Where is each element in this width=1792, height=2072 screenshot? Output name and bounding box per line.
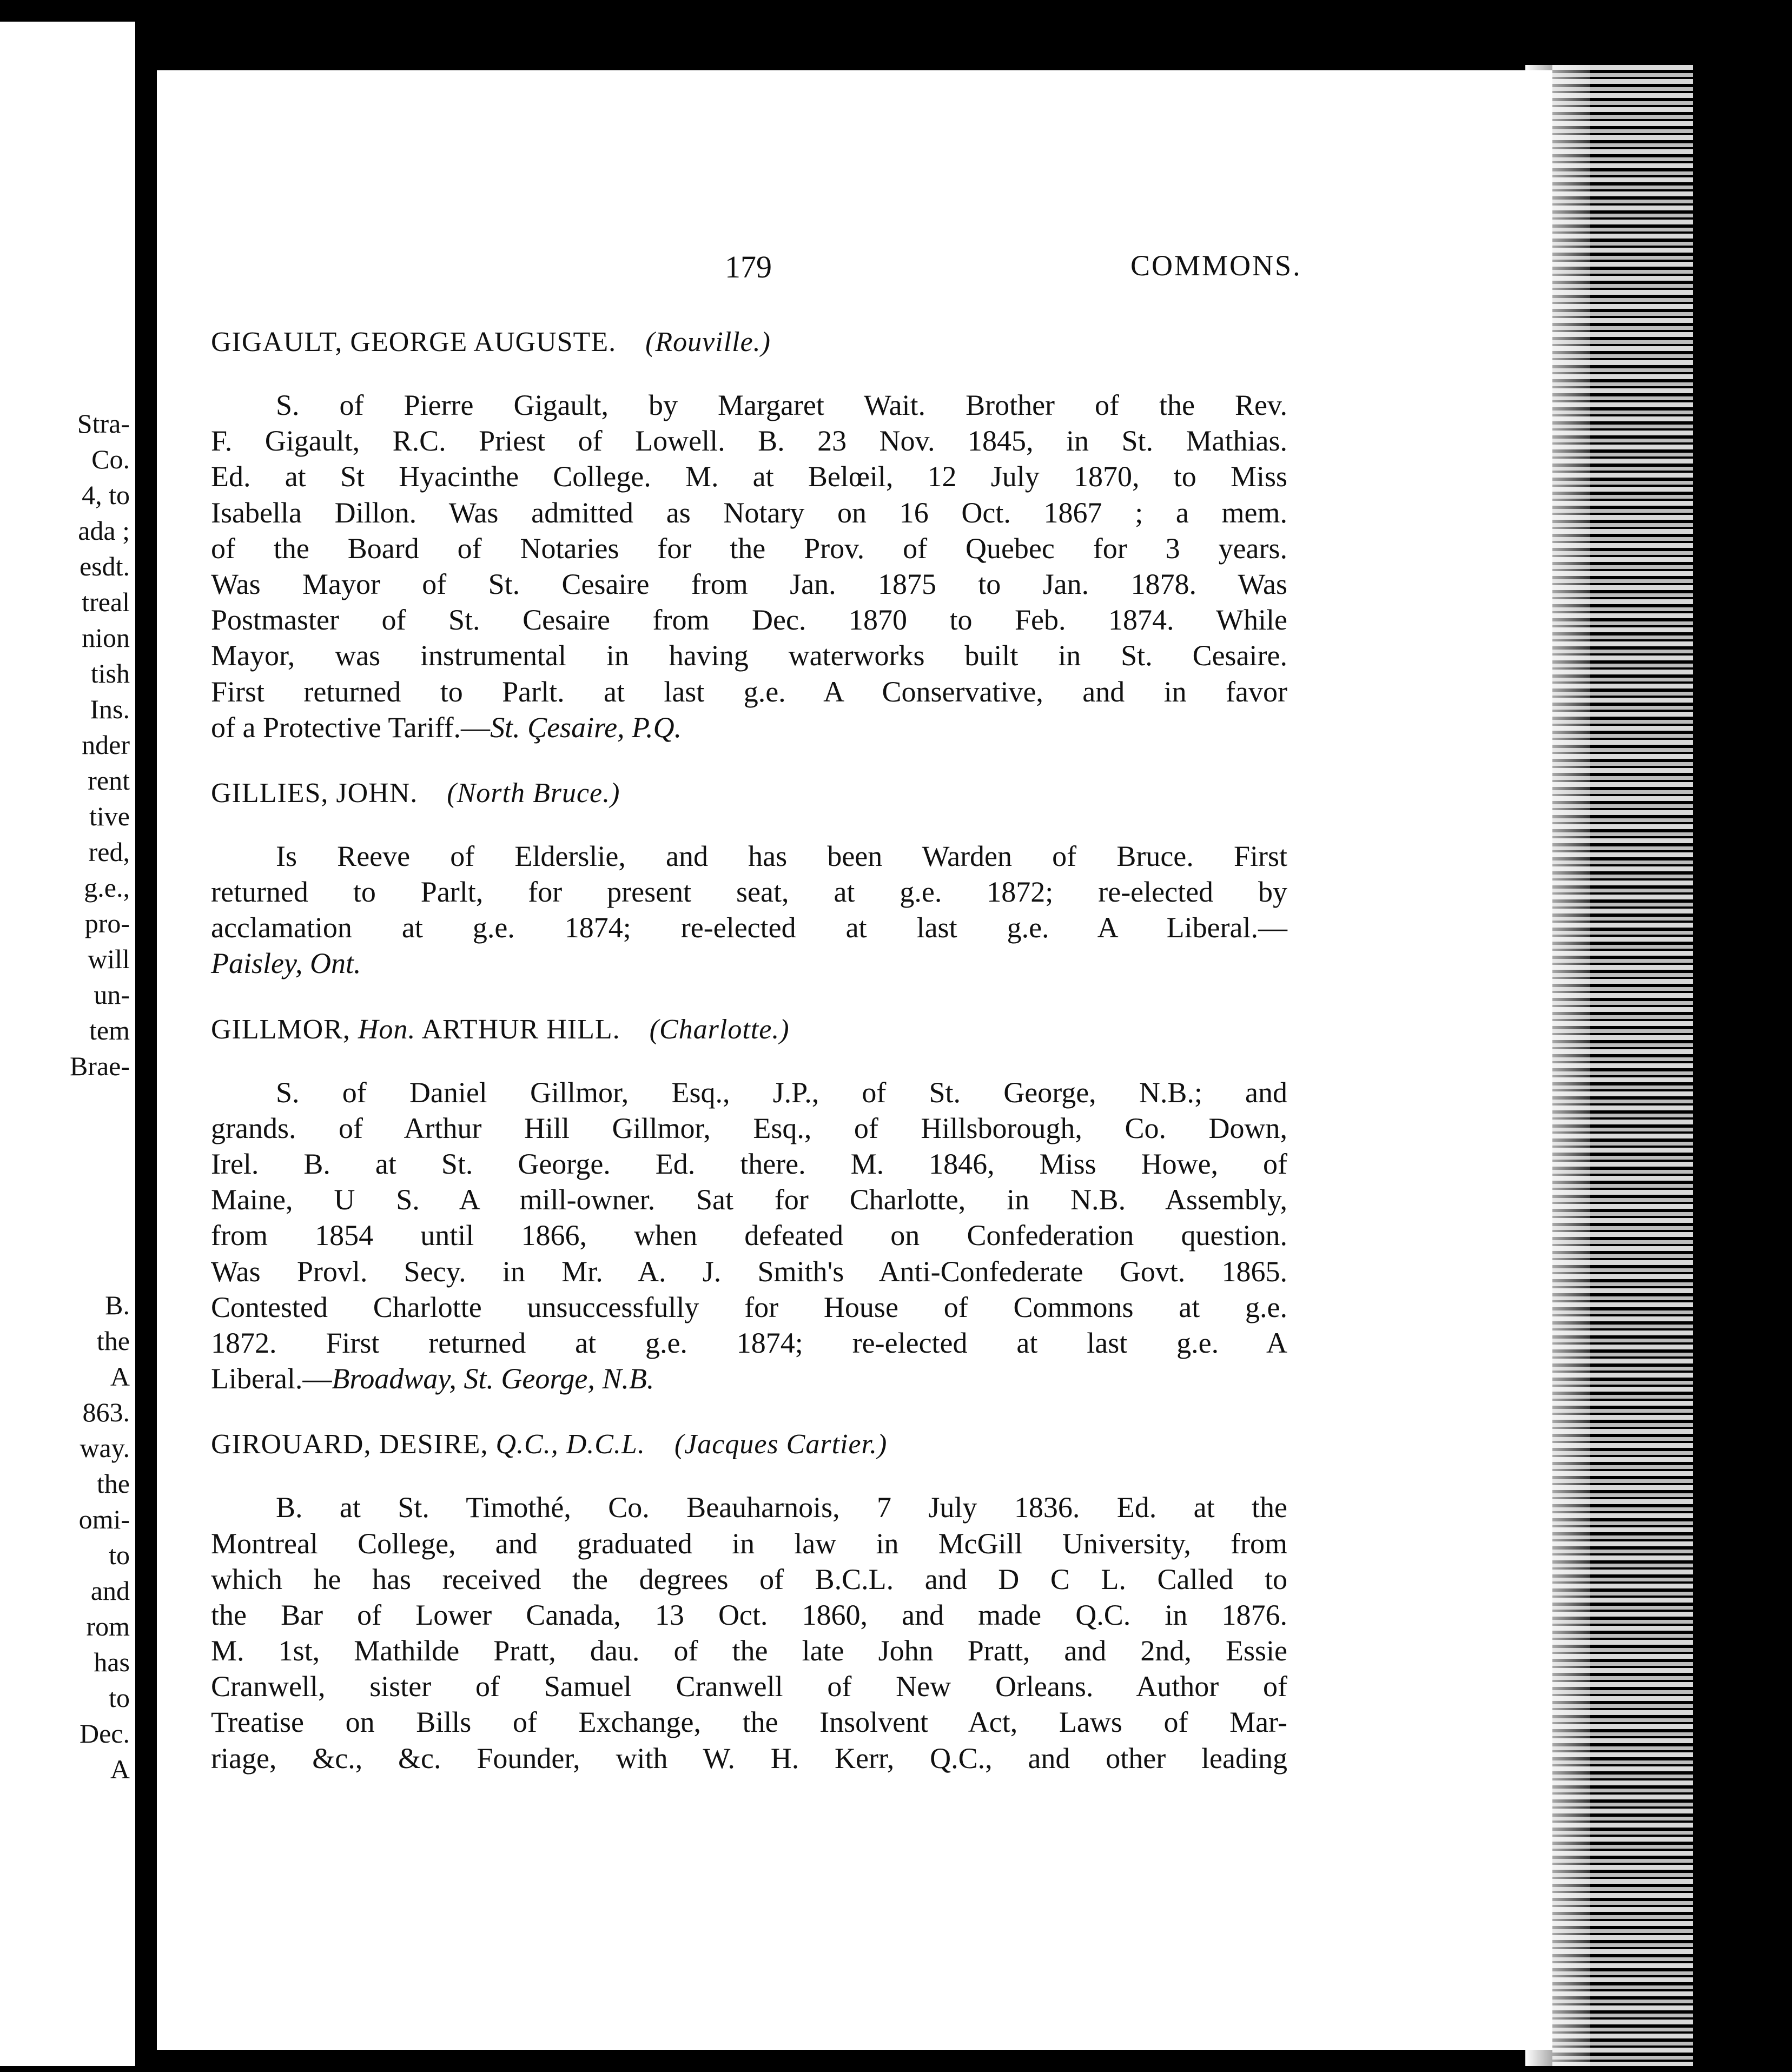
entry-gigault: [211, 325, 1287, 745]
entry-line: M. 1st, Mathilde Pratt, dau. of the late John Pratt, and 2nd, Essie: [211, 1634, 1287, 1667]
left-column-fragment: B.: [105, 1290, 130, 1320]
entry-line: 1872. First returned at g.e. 1874; re-elected at last g.e. A: [211, 1326, 1287, 1359]
entry-line: Mayor, was instrumental in having waterworks built in St. Cesaire.: [211, 639, 1287, 672]
left-column-fragment: Co.: [91, 444, 130, 474]
entry-name-rest: ARTHUR HILL.: [421, 1014, 620, 1045]
entry-line: Contested Charlotte unsuccessfully for House of Commons at g.e.: [211, 1290, 1287, 1323]
entry-line: Cranwell, sister of Samuel Cranwell of New Orleans. Author of: [211, 1670, 1287, 1703]
left-column-fragment: the: [96, 1326, 130, 1356]
left-column-fragment: will: [88, 944, 130, 974]
entry-line: B. at St. Timothé, Co. Beauharnois, 7 July 1836. Ed. at the: [276, 1491, 1287, 1524]
left-column-fragment: 4, to: [82, 480, 130, 510]
entry-honorific: Hon.: [358, 1014, 416, 1045]
entry-line: Was Mayor of St. Cesaire from Jan. 1875 to Jan. 1878. Was: [211, 567, 1287, 600]
entry-line-text: of a Protective Tariff.—: [211, 711, 491, 744]
entry-gillies: [211, 776, 1287, 982]
running-header: [211, 249, 1302, 292]
entry-heading: [211, 1427, 1287, 1462]
left-column-fragment: treal: [82, 587, 130, 617]
left-column-fragment: Stra-: [77, 408, 130, 439]
entry-line: Treatise on Bills of Exchange, the Insolvent Act, Laws of Mar-: [211, 1706, 1287, 1739]
entry-address: St. Çesaire, P.Q.: [490, 711, 682, 744]
left-column-fragment: has: [94, 1647, 130, 1677]
left-column-fragment: omi-: [78, 1504, 130, 1534]
entry-line: Montreal College, and graduated in law in McGill University, from: [211, 1527, 1287, 1560]
entry-heading: [211, 1012, 1287, 1048]
entry-line: Postmaster of St. Cesaire from Dec. 1870 to Feb. 1874. While: [211, 604, 1287, 637]
entry-heading: [211, 776, 1287, 811]
entry-credentials: Q.C., D.C.L.: [495, 1429, 645, 1460]
entry-line: the Bar of Lower Canada, 13 Oct. 1860, and made Q.C. in 1876.: [211, 1598, 1287, 1631]
left-column-fragment: pro-: [84, 908, 130, 938]
entry-line: acclamation at g.e. 1874; re-elected at last g.e. A Liberal.—: [211, 911, 1287, 944]
left-column-fragment: un-: [94, 979, 130, 1010]
entry-line: S. of Pierre Gigault, by Margaret Wait. Brother of the Rev.: [276, 389, 1287, 421]
entry-address: Broadway, St. George, N.B.: [332, 1362, 654, 1395]
entry-body: [211, 1075, 1287, 1397]
left-column-fragment: Dec.: [80, 1718, 130, 1749]
entry-name: GIGAULT, GEORGE AUGUSTE.: [211, 327, 617, 358]
entry-heading: [211, 325, 1287, 360]
page-edge-shadow: [1525, 65, 1590, 2066]
entry-line: returned to Parlt, for present seat, at g.e. 1872; re-elected by: [211, 876, 1287, 909]
entries: [211, 325, 1287, 1806]
entry-line-text: Liberal.—: [211, 1362, 332, 1395]
entry-line: from 1854 until 1866, when defeated on Confederation question.: [211, 1219, 1287, 1252]
entry-line: Ed. at St Hyacinthe College. M. at Belœil, 12 July 1870, to Miss: [211, 460, 1287, 493]
entry-constituency: (Rouville.): [645, 327, 771, 358]
left-column-fragment: rom: [86, 1611, 130, 1641]
left-column-fragment: nion: [82, 623, 130, 653]
left-column-fragment: g.e.,: [84, 872, 130, 903]
entry-body: [211, 838, 1287, 982]
left-column-fragment: Ins.: [90, 694, 130, 724]
entry-line: First returned to Parlt. at last g.e. A Conservative, and in favor: [211, 675, 1287, 708]
entry-line: Isabella Dillon. Was admitted as Notary on 16 Oct. 1867 ; a mem.: [211, 496, 1287, 529]
entry-line: Irel. B. at St. George. Ed. there. M. 1846, Miss Howe, of: [211, 1148, 1287, 1180]
left-column-fragment: to: [109, 1683, 130, 1713]
left-column-fragment: A: [110, 1361, 130, 1392]
left-column-fragment: and: [90, 1575, 130, 1606]
left-column-fragment: esdt.: [79, 551, 130, 581]
left-column-fragment: way.: [80, 1433, 130, 1463]
left-column-fragment: nder: [82, 730, 130, 760]
left-column-fragment: tive: [89, 801, 130, 831]
left-page-strip: [0, 22, 135, 2066]
entry-last-line: [211, 710, 1287, 745]
entry-line: F. Gigault, R.C. Priest of Lowell. B. 23 Nov. 1845, in St. Mathias.: [211, 425, 1287, 458]
entry-line: riage, &c., &c. Founder, with W. H. Kerr, Q.C., and other leading: [211, 1742, 1287, 1775]
left-column-fragment: ada ;: [78, 515, 130, 546]
entry-name: GILLMOR,: [211, 1014, 351, 1045]
left-column-fragment: tem: [89, 1015, 130, 1045]
entry-line: S. of Daniel Gillmor, Esq., J.P., of St. George, N.B.; and: [276, 1076, 1287, 1109]
entry-constituency: (North Bruce.): [447, 777, 620, 809]
entry-line: Maine, U S. A mill-owner. Sat for Charlotte, in N.B. Assembly,: [211, 1183, 1287, 1216]
entry-last-line: [211, 945, 1287, 981]
entry-line: Is Reeve of Elderslie, and has been Warden of Bruce. First: [276, 839, 1287, 872]
entry-line: which he has received the degrees of B.C.L. and D C L. Called to: [211, 1563, 1287, 1596]
left-column-fragment: A: [110, 1754, 130, 1784]
page-number: 179: [725, 249, 772, 284]
entry-name: GIROUARD, DESIRE,: [211, 1429, 488, 1460]
entry-line: of the Board of Notaries for the Prov. of Quebec for 3 years.: [211, 532, 1287, 565]
left-column-fragments-upper: [0, 406, 130, 1084]
entry-constituency: (Charlotte.): [649, 1014, 790, 1045]
entry-name: GILLIES, JOHN.: [211, 777, 418, 809]
entry-body: [211, 1490, 1287, 1776]
left-column-fragment: to: [109, 1540, 130, 1570]
left-column-fragment: 863.: [82, 1397, 130, 1427]
entry-line: Was Provl. Secy. in Mr. A. J. Smith's Anti-Confederate Govt. 1865.: [211, 1255, 1287, 1288]
left-column-fragment: tish: [90, 658, 130, 689]
entry-body: [211, 387, 1287, 745]
entry-girouard: [211, 1427, 1287, 1776]
left-column-fragment: the: [96, 1468, 130, 1499]
entry-last-line: [211, 1361, 1287, 1396]
entry-line: grands. of Arthur Hill Gillmor, Esq., of Hillsborough, Co. Down,: [211, 1111, 1287, 1144]
left-column-fragment: rent: [88, 765, 130, 796]
left-column-fragment: red,: [88, 837, 130, 867]
left-column-fragments-lower: [0, 1287, 130, 1787]
left-column-fragment: Brae-: [69, 1051, 130, 1081]
entry-gillmor: [211, 1012, 1287, 1397]
running-title: COMMONS.: [1130, 249, 1302, 282]
entry-constituency: (Jacques Cartier.): [674, 1429, 888, 1460]
entry-address: Paisley, Ont.: [211, 947, 361, 980]
